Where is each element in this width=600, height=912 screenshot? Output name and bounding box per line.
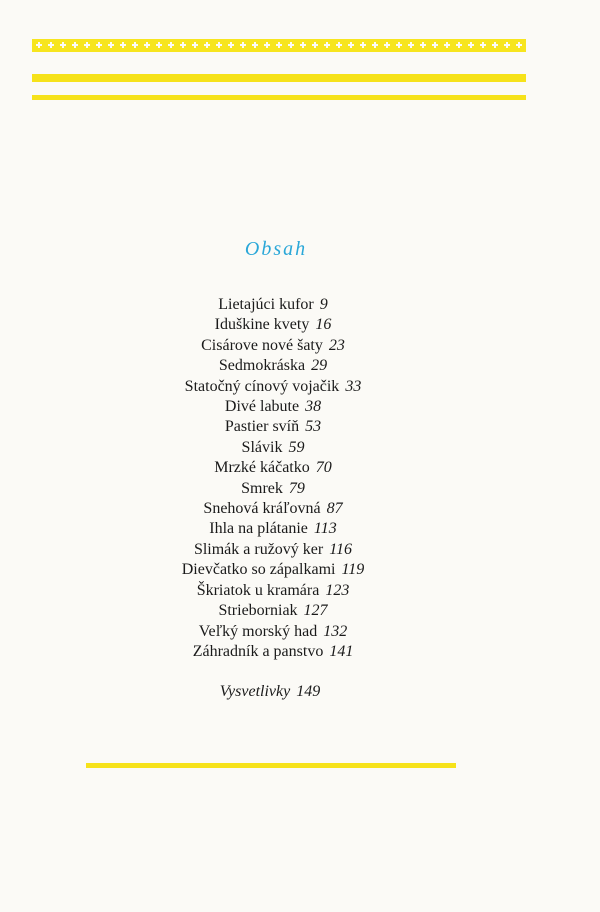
- toc-entry-title: Lietajúci kufor: [218, 296, 314, 313]
- toc-entry-page: 141: [329, 642, 354, 660]
- toc-entry-page: 79: [288, 479, 305, 497]
- toc-entry-title: Slávik: [241, 438, 283, 456]
- toc-entry-page: 132: [323, 622, 348, 640]
- toc-entry-page: 113: [313, 520, 337, 538]
- notes-page-number: 149: [296, 683, 321, 700]
- toc-entry-page: 38: [305, 398, 322, 416]
- toc-entry-page: 119: [341, 561, 365, 579]
- toc-entry: [0, 336, 546, 356]
- toc-entry: [0, 519, 546, 539]
- toc-entry-title: Cisárove nové šaty: [201, 336, 323, 354]
- toc-entry: [0, 642, 546, 662]
- toc-entry: [0, 479, 546, 499]
- toc-entry: [0, 315, 546, 335]
- toc-entry-page: 9: [319, 296, 328, 313]
- toc-entry-page: 59: [288, 438, 305, 456]
- decorative-band-bottom: [86, 763, 456, 768]
- toc-entry: [0, 601, 546, 621]
- toc-entry-title: Iduškine kvety: [214, 316, 310, 334]
- decorative-band-thin: [32, 95, 526, 100]
- toc-entry: [0, 356, 546, 376]
- contents-heading: Obsah: [244, 238, 308, 260]
- table-of-contents: [0, 295, 546, 662]
- toc-entry-title: Smrek: [241, 479, 283, 497]
- toc-entry-title: Strieborniak: [218, 602, 298, 620]
- decorative-band-thick: [32, 74, 526, 82]
- toc-entry-page: 23: [328, 336, 345, 354]
- toc-entry-page: 127: [303, 602, 328, 620]
- toc-entry: [0, 377, 546, 397]
- toc-entry: [0, 438, 546, 458]
- notes-entry: [0, 683, 540, 701]
- toc-entry-title: Ihla na plátanie: [209, 520, 308, 538]
- toc-entry-title: Pastier svíň: [224, 418, 300, 436]
- notes-title: Vysvetlivky: [219, 683, 291, 700]
- toc-entry-title: Mrzké káčatko: [214, 459, 310, 477]
- toc-entry: [0, 499, 546, 519]
- toc-entry: [0, 417, 546, 437]
- toc-entry-page: 29: [311, 357, 328, 375]
- toc-entry-title: Statočný cínový vojačik: [184, 377, 340, 395]
- toc-entry-page: 70: [315, 459, 332, 477]
- toc-entry-page: 123: [325, 581, 350, 599]
- toc-entry-title: Divé labute: [224, 398, 300, 416]
- toc-entry-title: Snehová kráľovná: [203, 500, 321, 518]
- ornamental-border-top: [32, 39, 526, 52]
- toc-entry: [0, 295, 546, 315]
- toc-entry-page: 116: [329, 540, 353, 558]
- ornament-pattern: [32, 39, 526, 52]
- toc-entry: [0, 581, 546, 601]
- toc-entry-title: Sedmokráska: [218, 357, 306, 375]
- toc-entry-title: Škriatok u kramára: [196, 581, 320, 599]
- toc-entry-page: 16: [315, 316, 332, 334]
- toc-entry-title: Veľký morský had: [198, 622, 318, 640]
- toc-entry-page: 33: [345, 377, 362, 395]
- toc-entry-title: Slimák a ružový ker: [193, 540, 324, 558]
- toc-entry: [0, 397, 546, 417]
- toc-entry: [0, 560, 546, 580]
- toc-entry-title: Záhradník a panstvo: [192, 642, 324, 660]
- toc-entry-title: Dievčatko so zápalkami: [181, 561, 336, 579]
- toc-entry-page: 53: [305, 418, 322, 436]
- toc-entry: [0, 458, 546, 478]
- toc-entry: [0, 622, 546, 642]
- toc-entry: [0, 540, 546, 560]
- toc-entry-page: 87: [326, 500, 343, 518]
